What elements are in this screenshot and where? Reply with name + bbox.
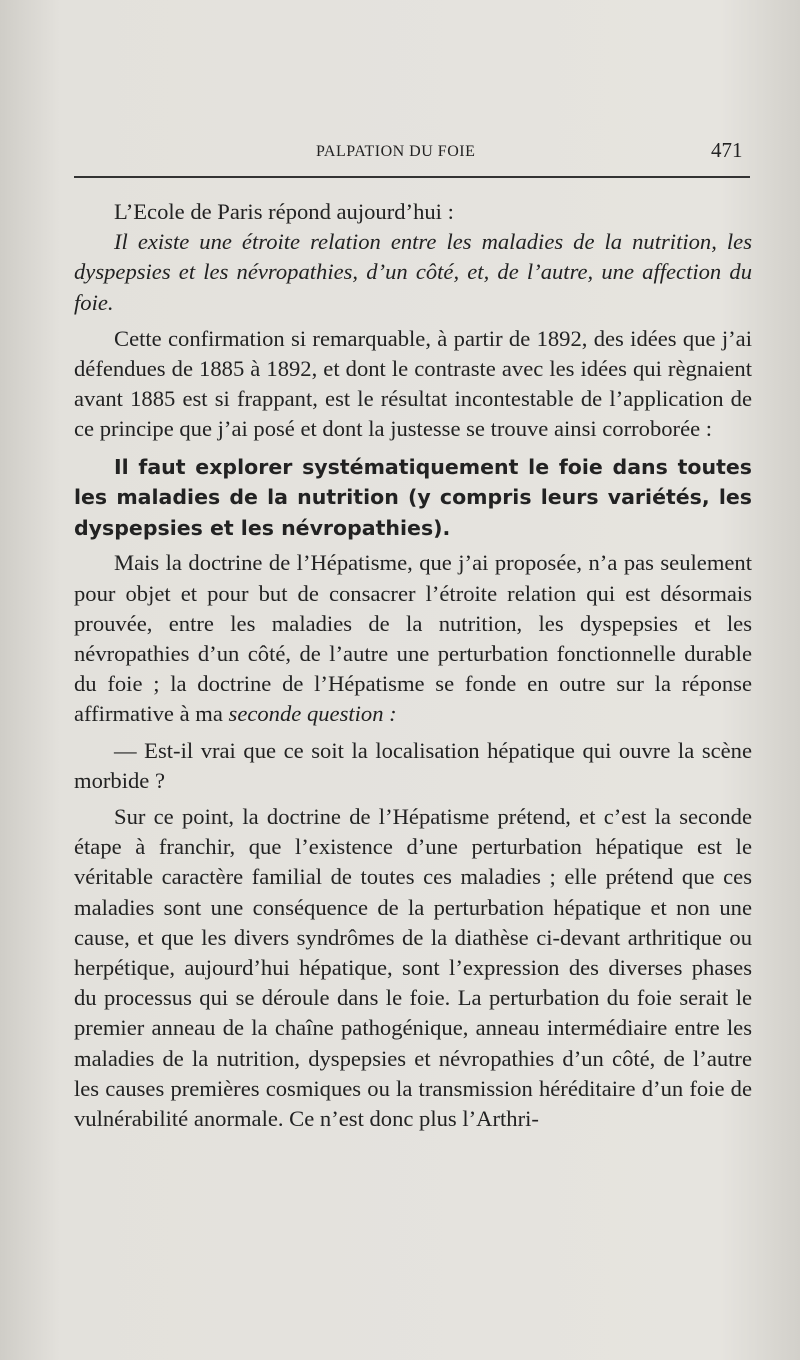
paragraph-4-emphasis: Il faut explorer systématiquement le foie dans toutes les maladies de la nutrition (y compris leurs variétés, les dyspepsies et les névropathies). (74, 454, 752, 540)
paragraph-6: — Est-il vrai que ce soit la localisation hépatique qui ouvre la scène morbide ? (74, 737, 752, 793)
paragraph-5 (74, 548, 752, 729)
paragraph-5-text: Mais la doctrine de l’Hépatisme, que j’ai proposée, n’a pas seulement pour objet et pour but de consacrer l’étroite relation qui est désormais prouvée, entre les maladies de la nutrition, les dyspepsies et les névropathies d’un côté, de l’autre une perturbation fonctionnelle durable du foie ; la doctrine de l’Hépatisme se fonde en outre sur la réponse affirmative à ma (74, 550, 752, 727)
paragraph-5-italic: seconde question : (228, 701, 397, 727)
paragraph-1: L’Ecole de Paris répond aujourd’hui : (114, 199, 454, 224)
body-text (74, 197, 752, 1134)
paragraph-7: Sur ce point, la doctrine de l’Hépatisme prétend, et c’est la seconde étape à franchir, que l’existence d’une perturbation hépatique est le véritable caractère familial de toutes ces maladies ; elle prétend que ces maladies sont une conséquence de la perturbation hépatique et non une cause, et que les divers syndrômes de la diathèse ci-devant arthritique ou herpétique, aujourd’hui hépatique, sont l’expression des diverses phases du processus qui se déroule dans le foie. La perturbation du foie serait le premier anneau de la chaîne pathogénique, anneau intermédiaire entre les maladies de la nutrition, dyspepsies et névropathies d’un côté, de l’autre les causes premières cosmiques ou la transmission héréditaire d’un foie de vulnérabilité anormale. Ce n’est donc plus l’Arthri- (74, 804, 752, 1132)
header-rule (74, 176, 750, 178)
paragraph-3: Cette confirmation si remarquable, à partir de 1892, des idées que j’ai défendues de 1885 à 1892, et dont le contraste avec les idées qui règnaient avant 1885 est si frappant, est le résultat incontestable de l’application de ce principe que j’ai posé et dont la justesse se trouve ainsi corroborée : (74, 325, 752, 442)
running-head: PALPATION DU FOIE (316, 143, 476, 160)
page-number: 471 (711, 138, 743, 162)
paragraph-2: Il existe une étroite relation entre les maladies de la nutrition, les dyspepsies et les névropathies, d’un côté, et, de l’autre, une affection du foie. (74, 229, 752, 315)
